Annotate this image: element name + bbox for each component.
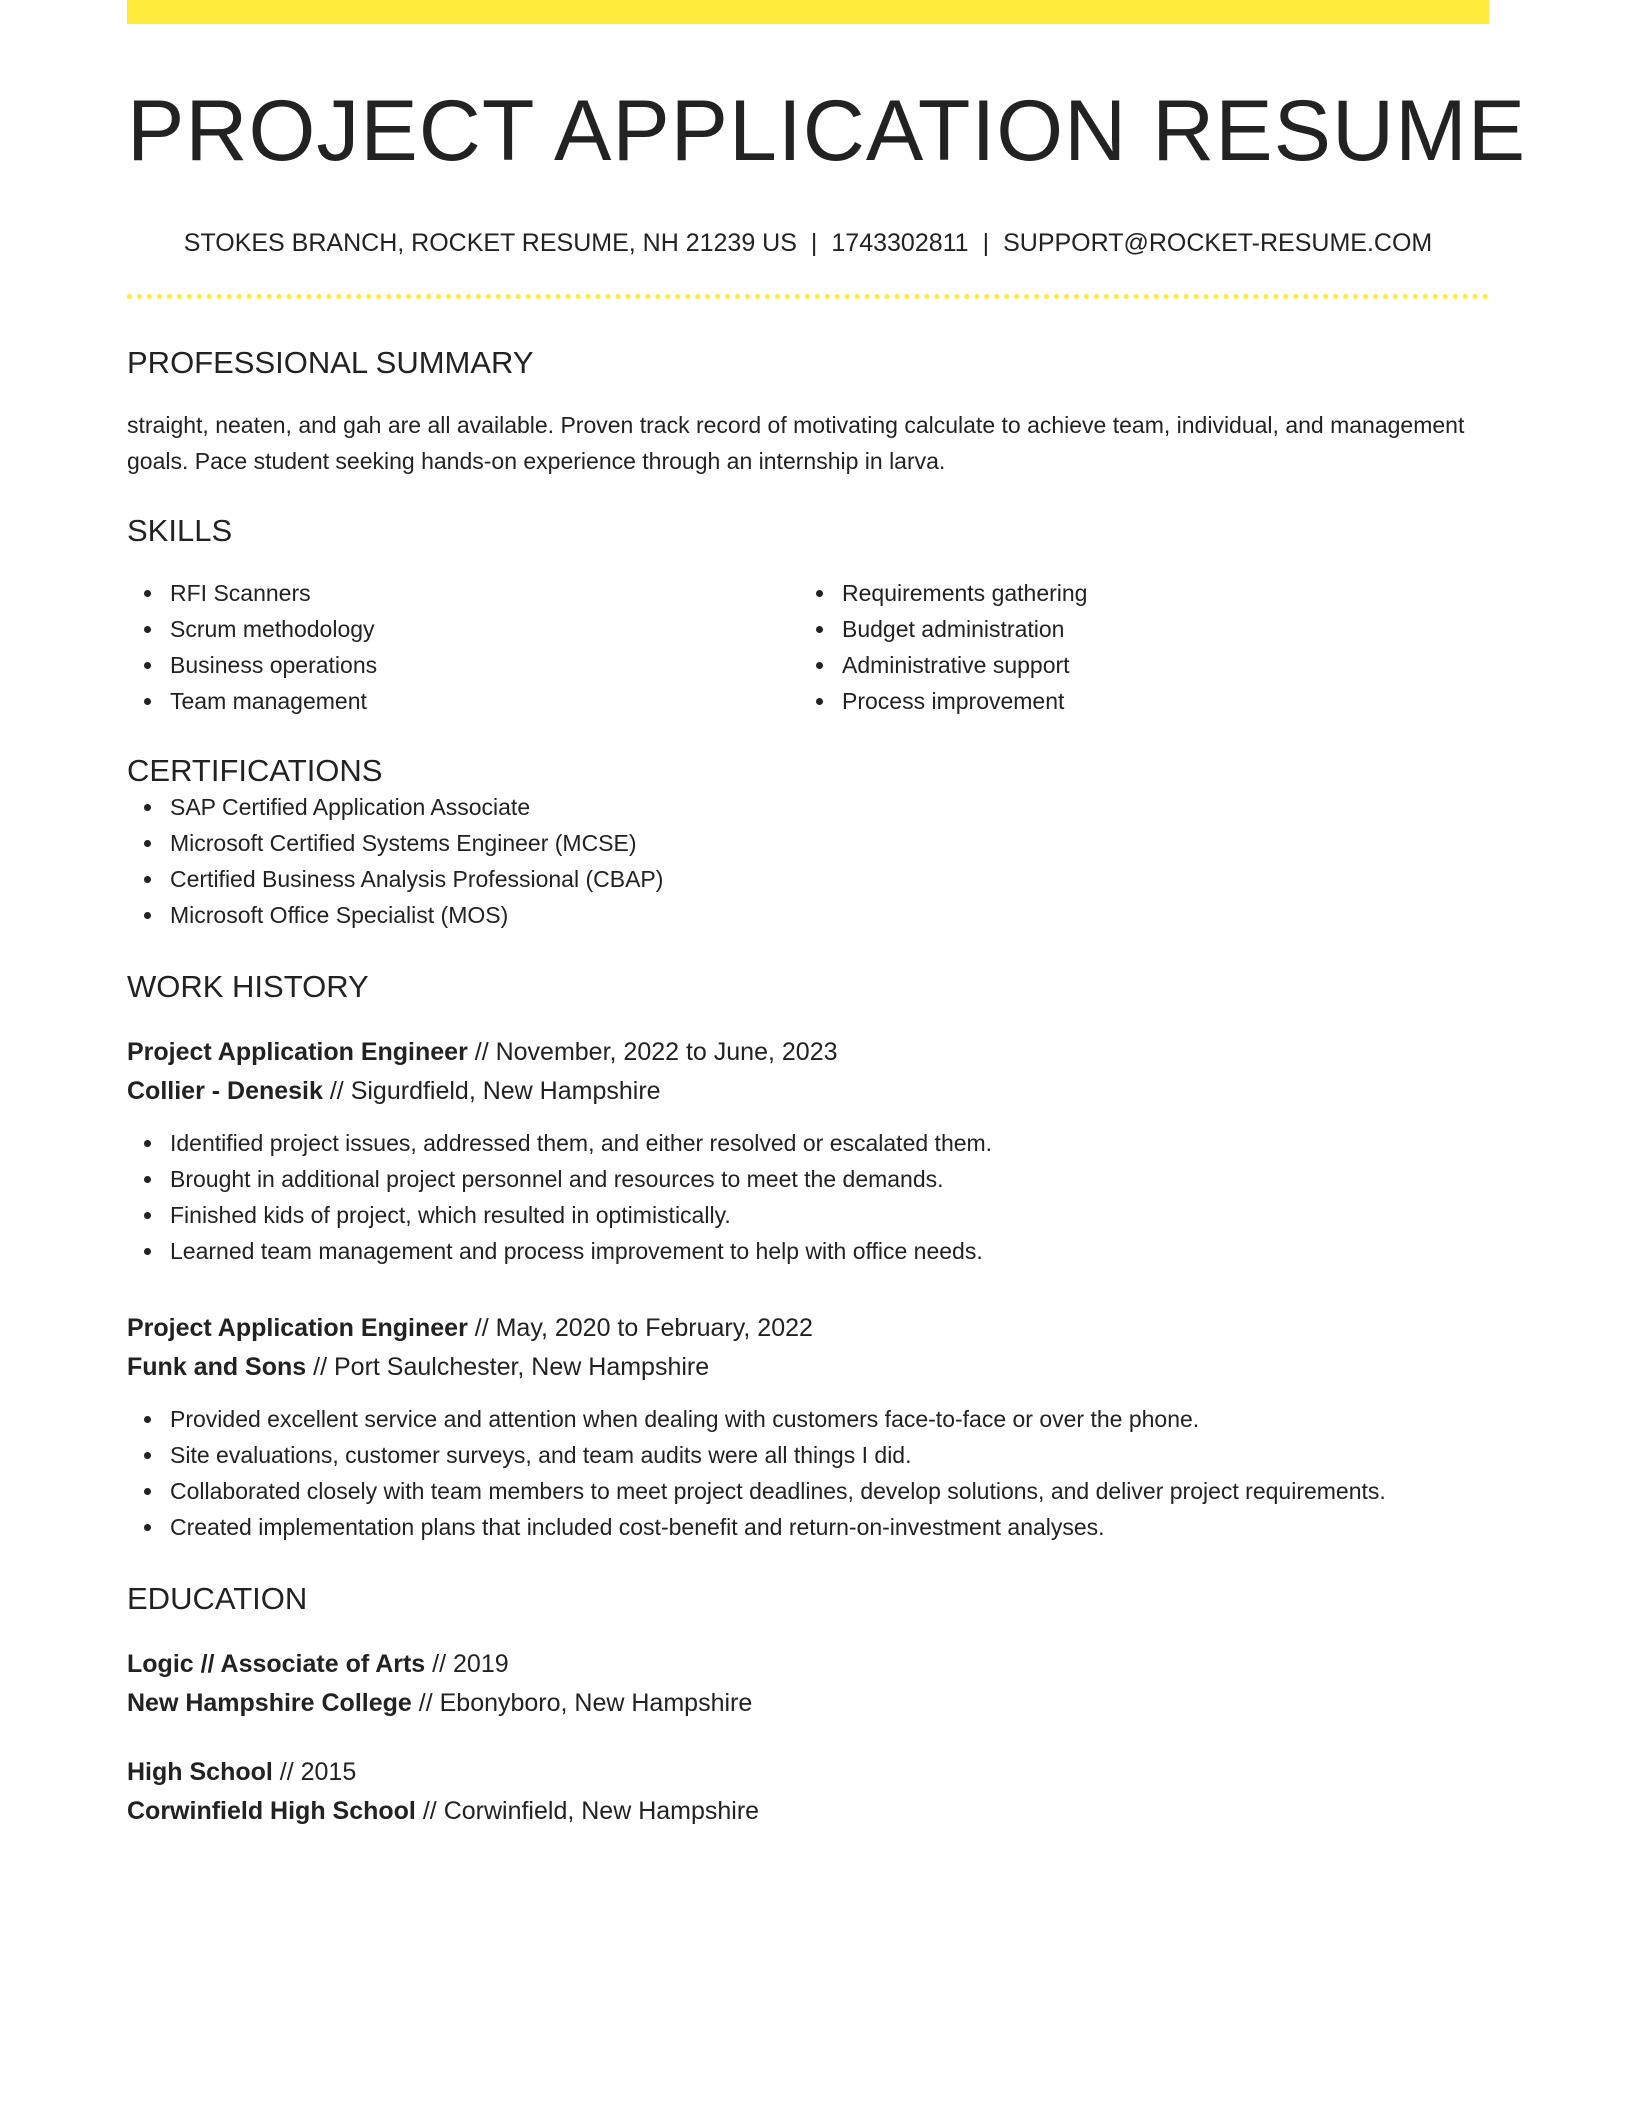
education-degree-line [127, 1645, 1489, 1684]
skill-item: Budget administration [799, 611, 1471, 647]
header-divider [127, 294, 1489, 299]
skill-item: Process improvement [799, 683, 1471, 719]
job-company-line [127, 1072, 1489, 1111]
education-degree: High School [127, 1757, 273, 1786]
education-entry [127, 1645, 1489, 1723]
skill-item: Business operations [127, 647, 799, 683]
skills-list-right [799, 575, 1471, 719]
certifications-section [127, 753, 1489, 933]
education-entry [127, 1753, 1489, 1831]
summary-section [127, 345, 1489, 479]
job-role: Project Application Engineer [127, 1313, 468, 1342]
separator: // [272, 1757, 301, 1786]
contact-separator: | [810, 228, 818, 257]
skill-item: Requirements gathering [799, 575, 1471, 611]
skills-heading: SKILLS [127, 512, 233, 548]
separator: // [425, 1649, 454, 1678]
job-bullet: Provided excellent service and attention when dealing with customers face-to-face or over the phone. [127, 1401, 1489, 1437]
work-history-heading: WORK HISTORY [127, 968, 369, 1004]
job-role: Project Application Engineer [127, 1037, 468, 1066]
education-section [127, 1581, 1489, 1831]
skill-item: Team management [127, 683, 799, 719]
separator: // [415, 1796, 444, 1825]
job-entry [127, 1309, 1489, 1545]
education-school-line [127, 1684, 1489, 1723]
skills-grid [127, 575, 1489, 719]
skill-item: Scrum methodology [127, 611, 799, 647]
certifications-list [127, 789, 1489, 933]
certification-item: Certified Business Analysis Professional (CBAP) [127, 861, 1489, 897]
education-year: 2019 [453, 1649, 509, 1678]
contact-separator: | [982, 228, 990, 257]
job-bullets [127, 1125, 1489, 1269]
education-school: Corwinfield High School [127, 1796, 416, 1825]
separator: // [467, 1313, 496, 1342]
job-bullets [127, 1401, 1489, 1545]
education-school-line [127, 1792, 1489, 1831]
job-entry [127, 1033, 1489, 1269]
skill-item: RFI Scanners [127, 575, 799, 611]
summary-text: straight, neaten, and gah are all available. Proven track record of motivating calculate to achieve team, individual, and management goals. Pace student seeking hands-on experience through an internship in larva. [127, 411, 1465, 474]
contact-address: STOKES BRANCH, ROCKET RESUME, NH 21239 US [183, 228, 797, 257]
education-degree: Logic // Associate of Arts [127, 1649, 426, 1678]
education-year: 2015 [300, 1757, 357, 1786]
education-location: Ebonyboro, New Hampshire [439, 1688, 753, 1717]
job-bullet: Created implementation plans that included cost-benefit and return-on-investment analyses. [127, 1509, 1489, 1545]
job-company-line [127, 1348, 1489, 1387]
job-role-line [127, 1033, 1489, 1072]
certification-item: Microsoft Certified Systems Engineer (MCSE) [127, 825, 1489, 861]
job-location: Port Saulchester, New Hampshire [333, 1352, 710, 1381]
education-school: New Hampshire College [127, 1688, 412, 1717]
skill-item: Administrative support [799, 647, 1471, 683]
work-history-section [127, 969, 1489, 1545]
contact-email: SUPPORT@ROCKET-RESUME.COM [1003, 228, 1433, 257]
resume-page [127, 0, 1527, 1831]
job-bullet: Site evaluations, customer surveys, and team audits were all things I did. [127, 1437, 1489, 1473]
accent-bar [127, 0, 1489, 24]
job-role-line [127, 1309, 1489, 1348]
education-degree-line [127, 1753, 1489, 1792]
job-bullet: Finished kids of project, which resulted in optimistically. [127, 1197, 1489, 1233]
job-company: Collier - Denesik [127, 1076, 323, 1105]
separator: // [467, 1037, 496, 1066]
summary-heading: PROFESSIONAL SUMMARY [127, 344, 534, 380]
contact-line [127, 229, 1489, 258]
education-heading: EDUCATION [127, 1580, 308, 1616]
certifications-heading: CERTIFICATIONS [127, 752, 383, 788]
job-dates: May, 2020 to February, 2022 [495, 1313, 813, 1342]
job-location: Sigurdfield, New Hampshire [350, 1076, 661, 1105]
job-bullet: Identified project issues, addressed them, and either resolved or escalated them. [127, 1125, 1489, 1161]
job-dates: November, 2022 to June, 2023 [495, 1037, 838, 1066]
skills-list-left [127, 575, 799, 719]
separator: // [306, 1352, 334, 1381]
education-location: Corwinfield, New Hampshire [443, 1796, 760, 1825]
contact-phone: 1743302811 [831, 228, 969, 257]
job-company: Funk and Sons [127, 1352, 307, 1381]
skills-section [127, 513, 1489, 719]
job-bullet: Brought in additional project personnel and resources to meet the demands. [127, 1161, 1489, 1197]
separator: // [322, 1076, 351, 1105]
resume-title: PROJECT APPLICATION RESUME [127, 83, 1527, 179]
certification-item: SAP Certified Application Associate [127, 789, 1489, 825]
job-bullet: Learned team management and process improvement to help with office needs. [127, 1233, 1489, 1269]
separator: // [411, 1688, 440, 1717]
job-bullet: Collaborated closely with team members to meet project deadlines, develop solutions, and deliver project requirements. [127, 1473, 1489, 1509]
certification-item: Microsoft Office Specialist (MOS) [127, 897, 1489, 933]
